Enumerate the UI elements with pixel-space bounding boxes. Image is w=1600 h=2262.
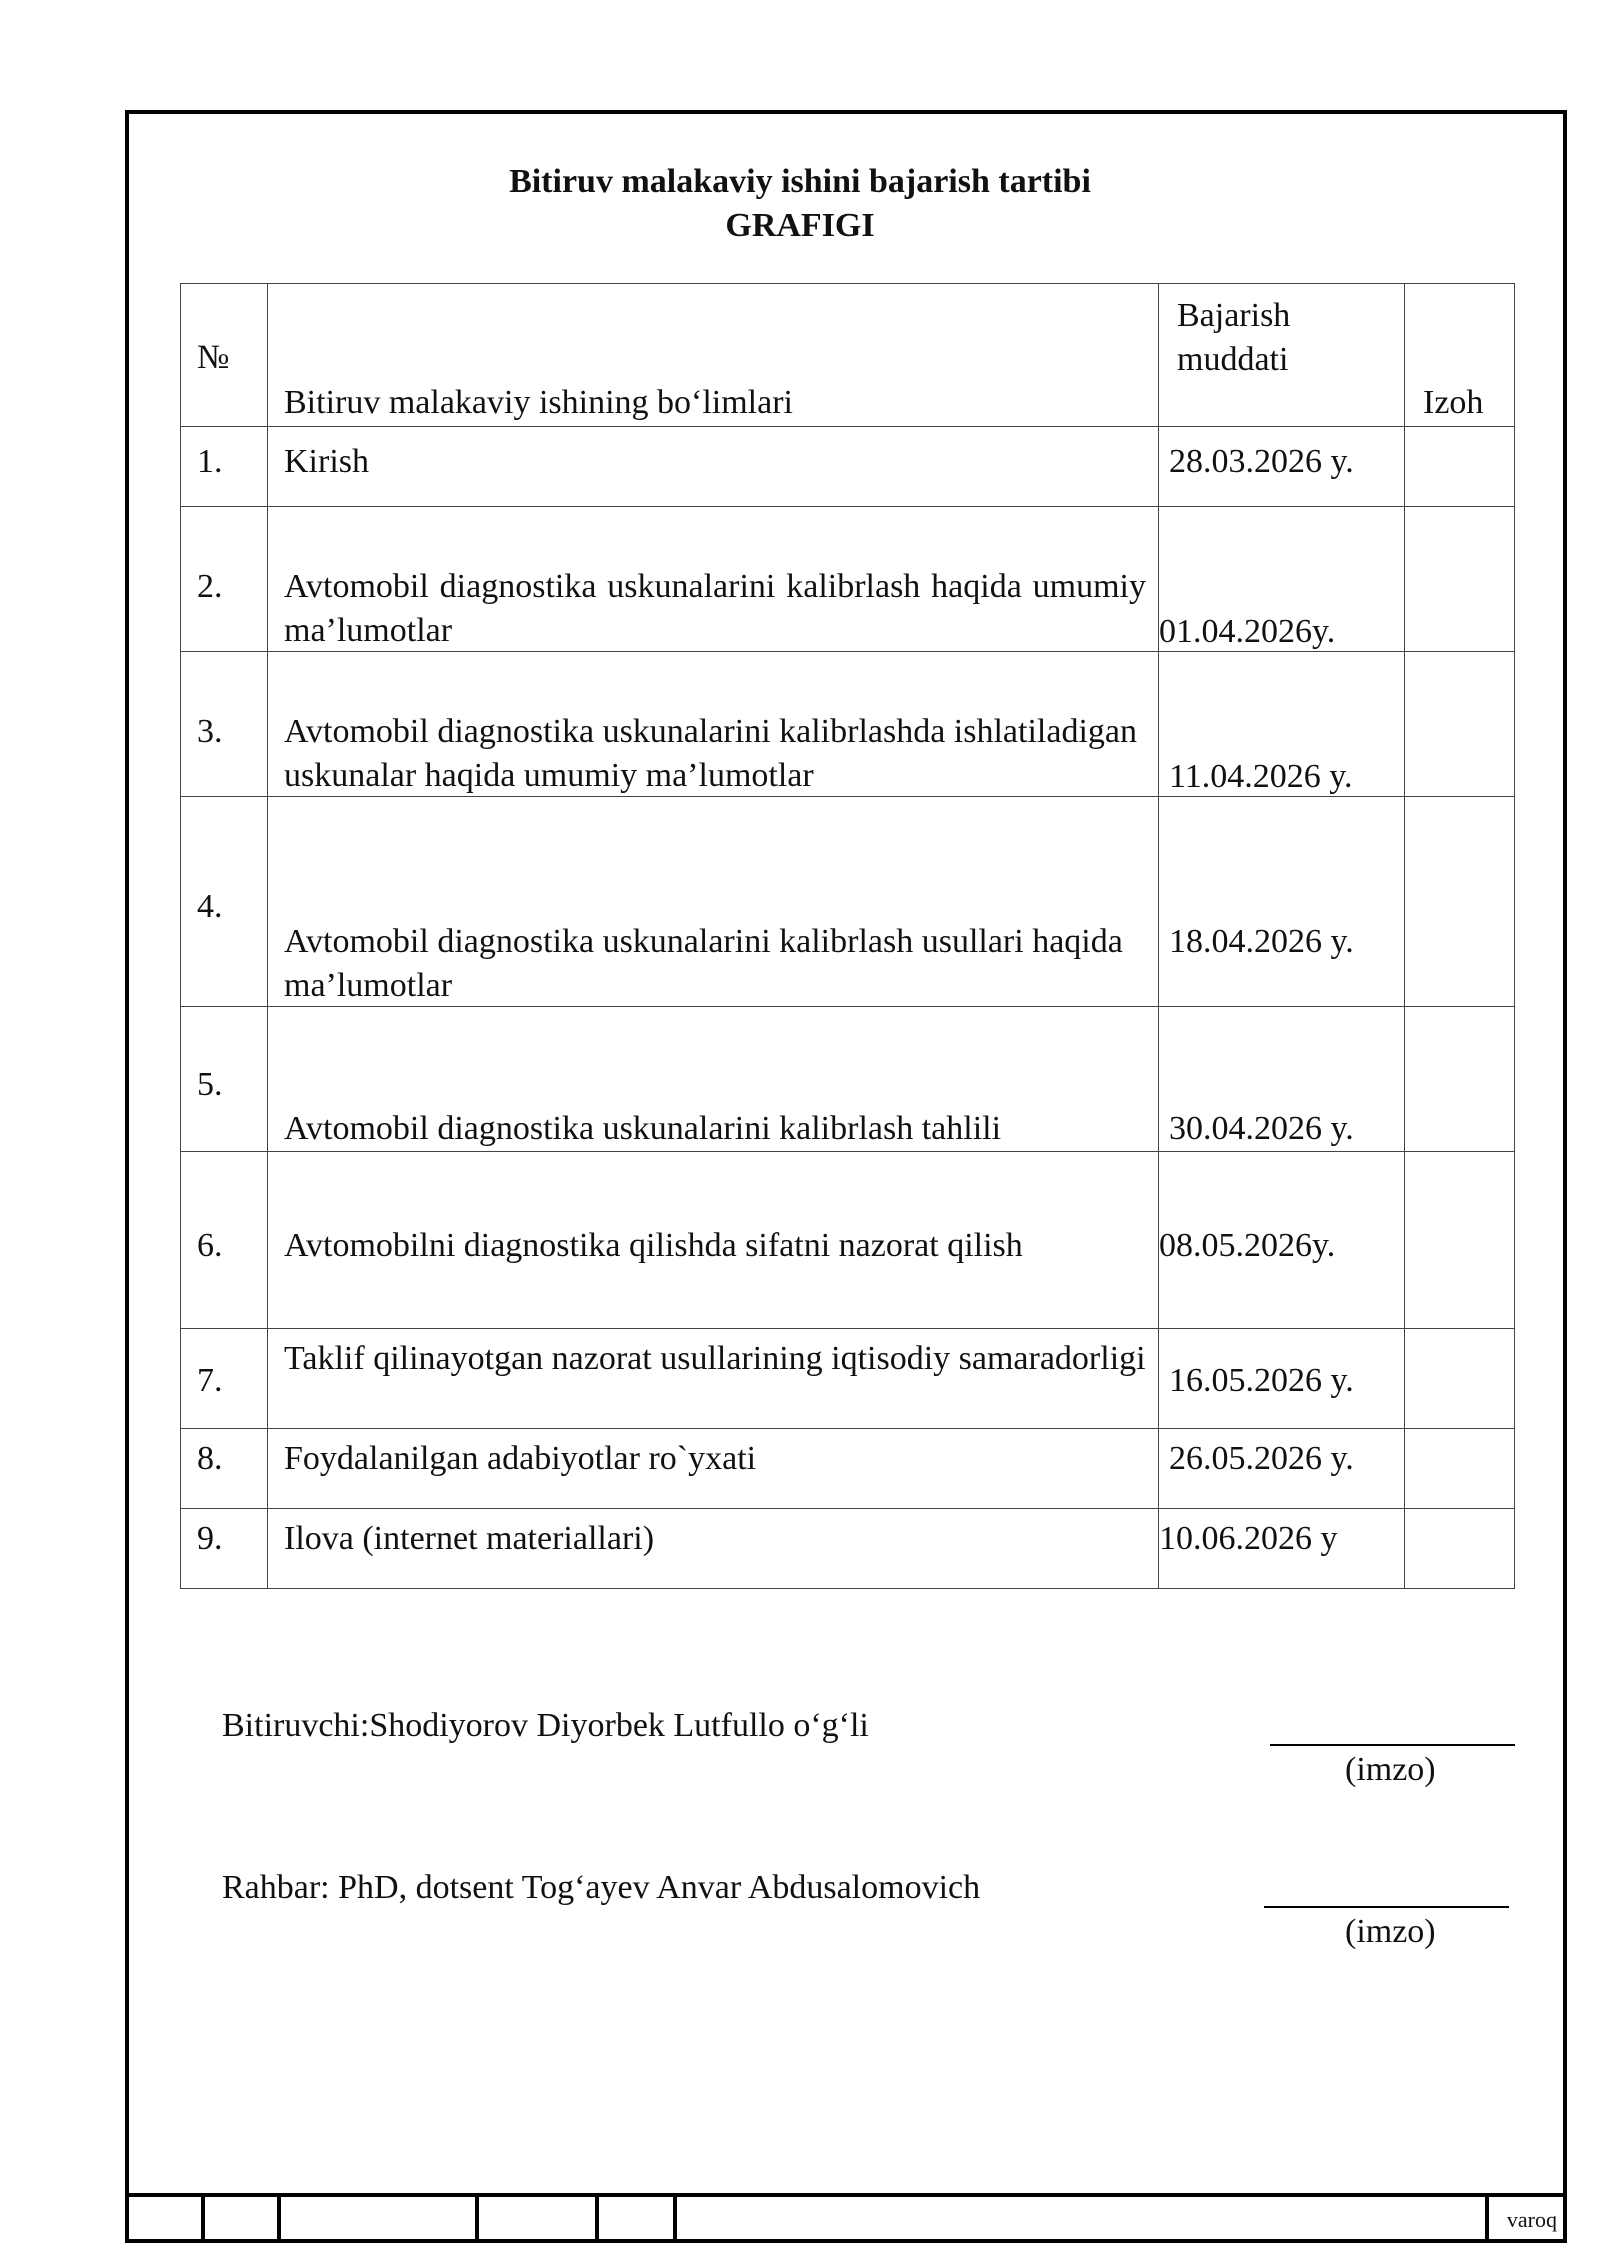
- row-note: [1405, 1429, 1515, 1509]
- row-section: Avtomobil diagnostika uskunalarini kalibrlash tahlili: [284, 1110, 1002, 1147]
- row-section: Foydalanilgan adabiyotlar ro`yxati: [284, 1440, 757, 1477]
- title-block-stamp: [125, 2193, 1567, 2243]
- stamp-divider: [673, 2197, 677, 2243]
- stamp-divider: [595, 2197, 599, 2243]
- row-section: Taklif qilinayotgan nazorat usullarining iqtisodiy samaradorligi: [284, 1340, 1146, 1377]
- supervisor-signature-line: [1264, 1906, 1509, 1908]
- row-note: [1405, 507, 1515, 652]
- stamp-divider: [1485, 2197, 1489, 2243]
- table-row: [181, 507, 1515, 652]
- table-row: [181, 1007, 1515, 1152]
- sheet-label: varoq: [1506, 2207, 1557, 2232]
- row-deadline: 26.05.2026 y.: [1169, 1440, 1354, 1477]
- header-note-cell: [1405, 284, 1515, 427]
- table-row: [181, 1429, 1515, 1509]
- row-number: 6.: [197, 1227, 223, 1264]
- row-deadline: 28.03.2026 y.: [1169, 443, 1354, 480]
- table-header-row: [181, 284, 1515, 427]
- row-note: [1405, 797, 1515, 1007]
- table-row: [181, 1329, 1515, 1429]
- stamp-divider: [475, 2197, 479, 2243]
- graduate-name: Bitiruvchi:Shodiyorov Diyorbek Lutfullo oʻgʻli: [222, 1707, 869, 1744]
- table-row: [181, 652, 1515, 797]
- row-number: 4.: [197, 888, 223, 925]
- row-deadline: 11.04.2026 y.: [1169, 758, 1353, 795]
- document-title: Bitiruv malakaviy ishini bajarish tartibi: [509, 163, 1091, 200]
- schedule-table: [180, 283, 1515, 1589]
- row-section: Ilova (internet materiallari): [284, 1520, 655, 1557]
- graduate-signature-line: [1270, 1744, 1515, 1746]
- header-sections: Bitiruv malakaviy ishining bo‘limlari: [284, 384, 793, 421]
- table-row: [181, 1509, 1515, 1589]
- table-row: [181, 797, 1515, 1007]
- row-deadline: 18.04.2026 y.: [1169, 923, 1354, 960]
- row-note: [1405, 1329, 1515, 1429]
- row-deadline: 10.06.2026 y: [1159, 1520, 1338, 1557]
- header-deadline-cell: [1159, 284, 1405, 427]
- header-number-cell: [181, 284, 268, 427]
- row-note: [1405, 652, 1515, 797]
- graduate-sign-label: (imzo): [1345, 1751, 1436, 1788]
- row-deadline: 16.05.2026 y.: [1169, 1362, 1354, 1399]
- row-deadline: 01.04.2026y.: [1159, 613, 1336, 650]
- stamp-divider: [201, 2197, 205, 2243]
- row-section: Kirish: [284, 443, 369, 480]
- header-deadline: Bajarish muddati: [1177, 297, 1291, 378]
- row-section: Avtomobil diagnostika uskunalarini kalibrlashda ishlatiladigan uskunalar haqida umumiy ma’lumotlar: [284, 713, 1137, 794]
- row-section: Avtomobilni diagnostika qilishda sifatni nazorat qilish: [284, 1227, 1023, 1264]
- row-note: [1405, 427, 1515, 507]
- supervisor-name: Rahbar: PhD, dotsent Togʻayev Anvar Abdusalomovich: [222, 1869, 981, 1906]
- table-row: [181, 1152, 1515, 1329]
- row-number: 2.: [197, 568, 223, 605]
- row-number: 9.: [197, 1520, 223, 1557]
- row-number: 1.: [197, 443, 223, 480]
- row-note: [1405, 1007, 1515, 1152]
- header-note: Izoh: [1423, 384, 1484, 421]
- row-section: Avtomobil diagnostika uskunalarini kalibrlash usullari haqida ma’lumotlar: [284, 923, 1123, 1004]
- row-section: Avtomobil diagnostika uskunalarini kalibrlash haqida umumiy ma’lumotlar: [284, 568, 1146, 649]
- header-number: №: [197, 339, 230, 376]
- row-number: 3.: [197, 713, 223, 750]
- header-sections-cell: [268, 284, 1159, 427]
- supervisor-sign-label: (imzo): [1345, 1913, 1436, 1950]
- row-deadline: 08.05.2026y.: [1159, 1227, 1336, 1264]
- row-note: [1405, 1509, 1515, 1589]
- row-note: [1405, 1152, 1515, 1329]
- row-number: 5.: [197, 1066, 223, 1103]
- row-deadline: 30.04.2026 y.: [1169, 1110, 1354, 1147]
- stamp-divider: [277, 2197, 281, 2243]
- row-number: 7.: [197, 1362, 223, 1399]
- document-subtitle: GRAFIGI: [725, 207, 875, 244]
- row-number: 8.: [197, 1440, 223, 1477]
- table-row: [181, 427, 1515, 507]
